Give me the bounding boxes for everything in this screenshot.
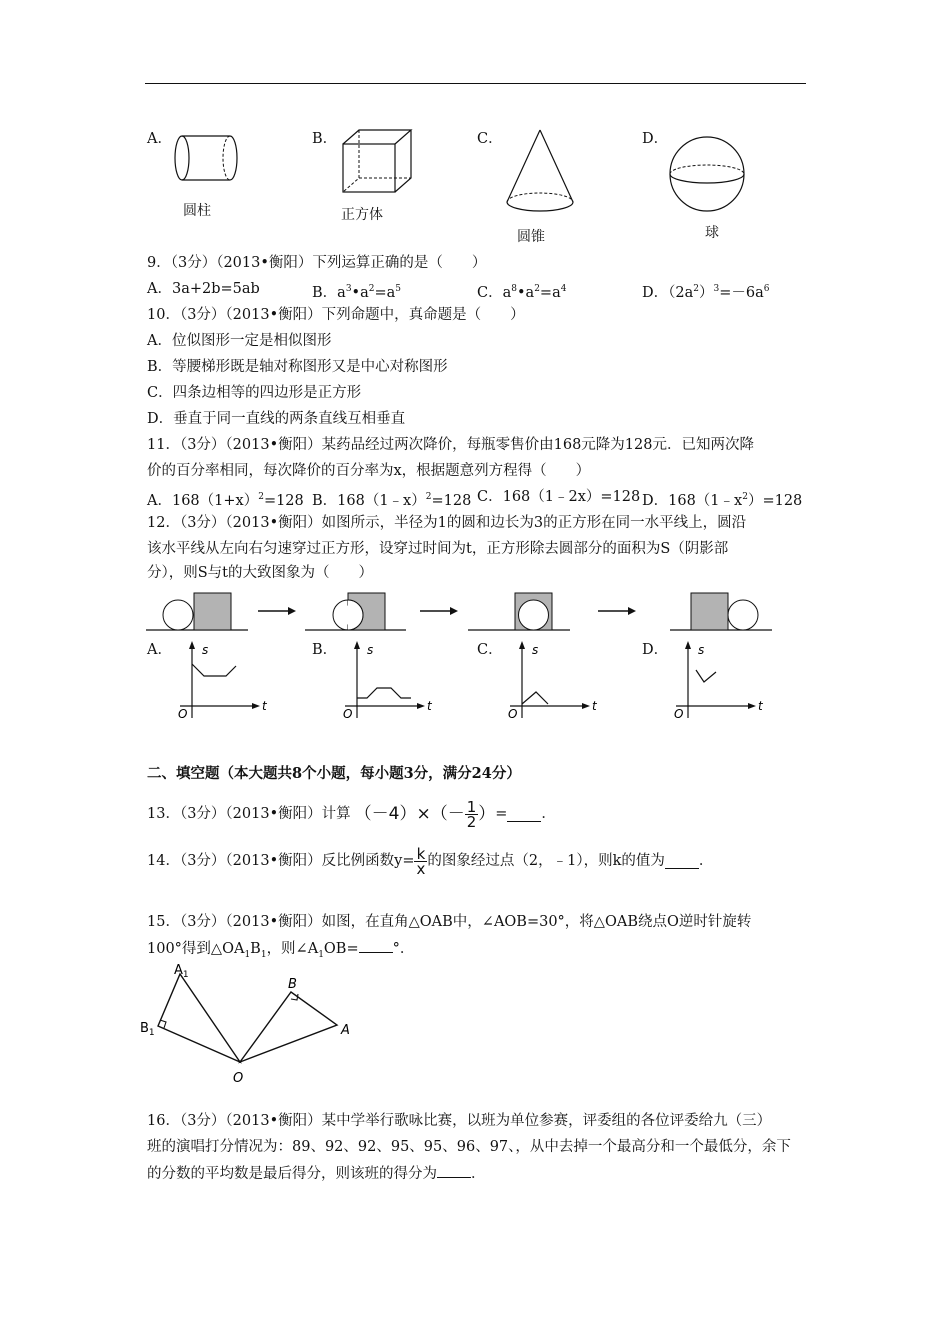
q16-answer-blank[interactable] (437, 1163, 471, 1178)
q8-option-b-label: B． (312, 131, 338, 147)
axis-t-label: t (427, 699, 432, 713)
q12-option-c-label: C． (477, 642, 503, 658)
q12-graph-a (172, 636, 282, 726)
q9-option-c: C．$a^8•a^2=a^4$ (477, 284, 567, 301)
q12-graph-b (337, 636, 447, 726)
q13-answer-blank[interactable] (507, 807, 541, 822)
q10-option-c: C．四条边相等的四边形是正方形 (147, 385, 362, 401)
sphere-caption: 球 (705, 225, 719, 241)
motion-frame-1 (146, 593, 248, 630)
axis-t-label: t (592, 699, 597, 713)
cylinder-figure (170, 128, 250, 188)
q12-graph-c (502, 636, 612, 726)
q9-option-d: D．$(2a^2)^3=-6a^6$ (642, 284, 770, 301)
motion-frame-3 (468, 593, 570, 630)
q8-option-c-label: C． (477, 131, 503, 147)
motion-frame-2 (305, 593, 406, 630)
label-b: B (288, 977, 297, 992)
q16-stem-line3: 的分数的平均数是最后得分，则该班的得分为 ． (147, 1163, 486, 1184)
q13-question: 13．（3分）（2013•衡阳）计算 （－4）×（－ $\frac{1}{2}$ ） = ． (147, 797, 556, 831)
q11-stem-line1: 11．（3分）（2013•衡阳）某药品经过两次降价，每瓶零售价由168元降为128元．已知两次降 (147, 437, 754, 453)
section-heading: 二、填空题（本大题共8个小题，每小题3分，满分24分） (147, 765, 521, 782)
q11-option-d: D．$168(1﹣x^2)=128$ (642, 492, 803, 509)
axis-t-label: t (262, 699, 267, 713)
q16-stem-line1: 16．（3分）（2013•衡阳）某中学举行歌咏比赛，以班为单位参赛，评委组的各位评委给九（三） (147, 1113, 772, 1129)
q12-stem-line1: 12．（3分）（2013•衡阳）如图所示，半径为1的圆和边长为3的正方形在同一水平线上，圆沿 (147, 515, 747, 531)
q15-answer-blank[interactable] (359, 938, 393, 953)
q9-stem: 9．（3分）（2013•衡阳）下列运算正确的是（ ） (147, 255, 487, 271)
q11-stem-line2: 价的百分率相同，每次降价的百分率为x，根据题意列方程得（ ） (147, 463, 591, 479)
q14-fraction: $\frac{k}{x}$ (416, 844, 426, 878)
q13-fraction: $\frac{1}{2}$ (466, 797, 477, 831)
q10-option-b: B．等腰梯形既是轴对称图形又是中心对称图形 (147, 359, 448, 375)
q11-option-c: C．168（1﹣2x）=128 (477, 489, 641, 505)
q12-option-b-label: B． (312, 642, 338, 658)
cube-caption: 正方体 (341, 207, 383, 223)
q12-graph-d (668, 636, 778, 726)
q10-stem: 10．（3分）（2013•衡阳）下列命题中，真命题是（ ） (147, 307, 525, 323)
motion-frame-4 (670, 593, 772, 630)
axis-s-label: s (698, 643, 705, 657)
q8-option-a-label: A． (147, 131, 172, 147)
origin-label: O (178, 707, 188, 721)
q15-stem-line2: 100°得到$\triangle OA_1B_1$，则$\angle A_1OB=$ °． (147, 938, 414, 965)
axis-t-label: t (758, 699, 763, 713)
cone-caption: 圆锥 (517, 229, 545, 245)
origin-label: O (508, 707, 518, 721)
label-b1: $B_1$ (140, 1021, 155, 1038)
q14-question: 14．（3分）（2013•衡阳）反比例函数y= $\frac{k}{x}$ 的图象经过点（2，﹣1），则k的值为 ． (147, 844, 714, 878)
q12-stem-line3: 分），则S与t的大致图象为（ ） (147, 565, 374, 581)
axis-s-label: s (202, 643, 209, 657)
q11-option-a: A．$168(1+x)^2=128$ (147, 492, 304, 509)
q12-option-a-label: A． (147, 642, 172, 658)
q9-option-a: A．3a+2b=5ab (147, 281, 260, 297)
q9-option-b: B．$a^3•a^2=a^5$ (312, 284, 402, 301)
q16-stem-line2: 班的演唱打分情况为：89、92、92、95、95、96、97、，从中去掉一个最高分和一个最低分，余下 (147, 1139, 791, 1155)
label-a: A (341, 1023, 350, 1038)
q15-rotation-figure (138, 962, 368, 1087)
cube-figure (335, 126, 415, 198)
header-rule (145, 83, 806, 84)
q14-answer-blank[interactable] (665, 854, 699, 869)
q11-option-b: B．168（1﹣x）$^2$=128 (312, 492, 472, 509)
q12-motion-sequence (140, 585, 780, 635)
arrow-icon (420, 607, 458, 615)
axis-s-label: s (532, 643, 539, 657)
origin-label: O (343, 707, 353, 721)
q8-option-d-label: D． (642, 131, 669, 147)
q10-option-a: A．位似图形一定是相似图形 (147, 333, 332, 349)
arrow-icon (598, 607, 636, 615)
arrow-icon (258, 607, 296, 615)
q15-stem-line1: 15．（3分）（2013•衡阳）如图，在直角△OAB中，∠AOB=30°，将△OAB绕点O逆时针旋转 (147, 914, 752, 930)
cylinder-caption: 圆柱 (183, 203, 211, 219)
label-a1: $A_1$ (174, 963, 189, 980)
q10-option-d: D．垂直于同一直线的两条直线互相垂直 (147, 411, 406, 427)
label-o: O (233, 1071, 244, 1086)
origin-label: O (674, 707, 684, 721)
q12-option-d-label: D． (642, 642, 669, 658)
axis-s-label: s (367, 643, 374, 657)
q12-stem-line2: 该水平线从左向右匀速穿过正方形，设穿过时间为t，正方形除去圆部分的面积为S（阴影部 (147, 541, 729, 557)
sphere-figure (666, 132, 748, 216)
cone-figure (500, 126, 580, 216)
